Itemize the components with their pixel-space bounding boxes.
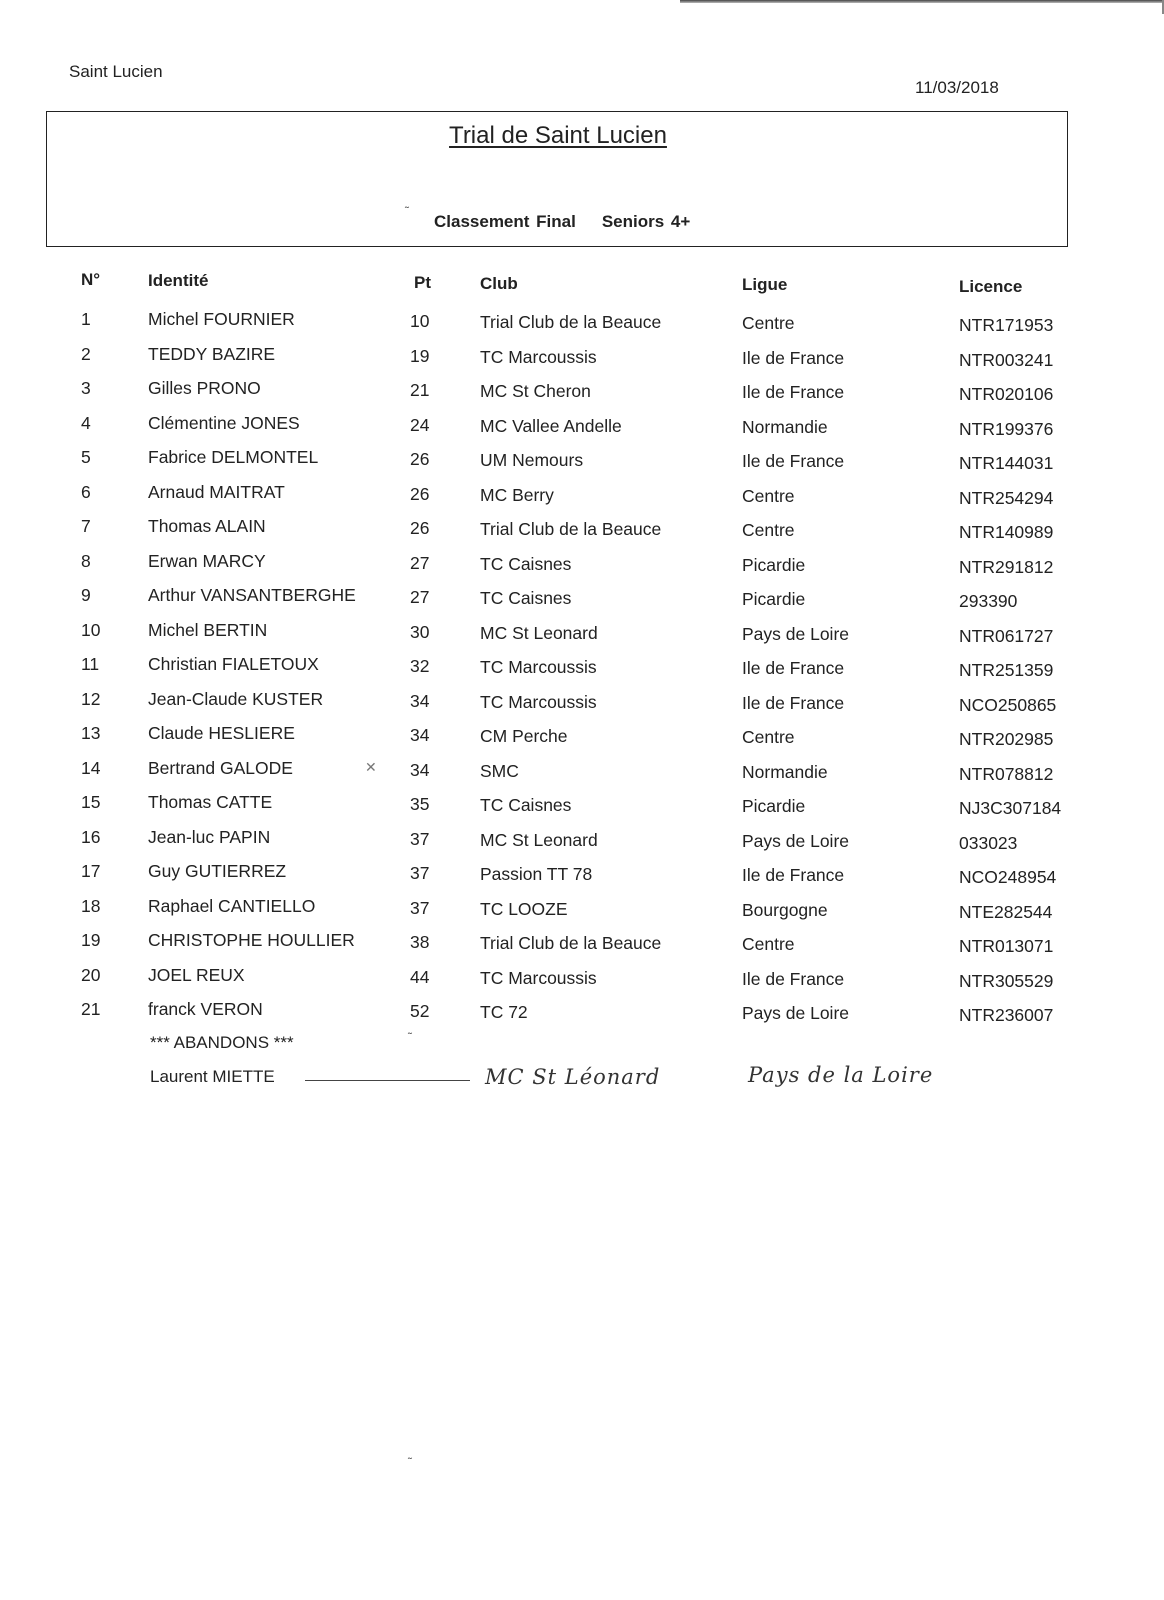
row-identity: Guy GUTIERREZ — [148, 861, 287, 881]
row-rank: 19 — [81, 930, 101, 950]
row-club: MC Vallee Andelle — [480, 415, 622, 436]
row-points: 34 — [410, 759, 430, 780]
row-ligue: Centre — [742, 313, 795, 333]
row-rank: 16 — [81, 826, 101, 847]
row-identity: JOEL REUX — [148, 964, 245, 985]
row-ligue: Ile de France — [742, 347, 845, 368]
row-club: TC Caisnes — [480, 553, 572, 574]
row-points: 37 — [410, 863, 430, 883]
row-licence: NTR254294 — [959, 487, 1054, 508]
row-licence: NTR003241 — [959, 349, 1054, 370]
row-licence: NTR020106 — [959, 384, 1054, 404]
row-licence: NTR061727 — [959, 625, 1054, 646]
row-points: 37 — [410, 897, 430, 918]
row-points: 37 — [410, 828, 430, 849]
row-identity: Michel FOURNIER — [148, 309, 295, 329]
row-ligue: Picardie — [742, 554, 806, 575]
row-identity: franck VERON — [148, 999, 263, 1019]
row-rank: 15 — [81, 792, 101, 812]
abandon-ligue-handwritten: Pays de la Loire — [748, 1063, 934, 1087]
row-ligue: Ile de France — [742, 451, 845, 471]
row-points: 34 — [410, 725, 430, 745]
abandons-label: *** ABANDONS *** — [150, 1033, 294, 1052]
row-points: 26 — [410, 449, 430, 469]
col-header-name: Identité — [148, 271, 209, 290]
venue-label: Saint Lucien — [69, 62, 163, 81]
row-ligue: Normandie — [742, 761, 828, 782]
row-identity: Bertrand GALODE — [148, 757, 293, 778]
row-rank: 7 — [81, 516, 91, 536]
row-identity: Gilles PRONO — [148, 378, 261, 398]
row-identity: TEDDY BAZIRE — [148, 343, 276, 364]
row-identity: Arthur VANSANTBERGHE — [148, 585, 356, 605]
row-points: 44 — [410, 966, 430, 987]
row-club: MC St Cheron — [480, 381, 591, 401]
col-header-club: Club — [480, 274, 518, 293]
row-club: Trial Club de la Beauce — [480, 519, 662, 539]
row-ligue: Ile de France — [742, 865, 845, 885]
row-licence: NJ3C307184 — [959, 798, 1062, 818]
row-ligue: Bourgogne — [742, 899, 828, 920]
row-licence: NTR078812 — [959, 763, 1054, 784]
row-licence: NTR144031 — [959, 453, 1054, 473]
row-club: TC Caisnes — [480, 588, 572, 608]
row-ligue: Ile de France — [742, 968, 845, 989]
row-identity: Arnaud MAITRAT — [148, 481, 285, 502]
row-rank: 2 — [81, 343, 91, 364]
pencil-mark-icon: ✕ — [365, 759, 377, 775]
col-header-ligue: Ligue — [742, 275, 788, 294]
category-label: Seniors 4+ — [601, 212, 691, 231]
row-identity: Michel BERTIN — [148, 619, 268, 640]
row-ligue: Centre — [742, 727, 795, 747]
row-rank: 11 — [81, 654, 100, 674]
row-points: 26 — [410, 483, 430, 504]
row-licence: NTR236007 — [959, 1005, 1054, 1025]
row-licence: NTR291812 — [959, 556, 1054, 577]
row-licence: NCO248954 — [959, 867, 1057, 887]
row-club: Passion TT 78 — [480, 864, 593, 884]
row-licence: NTR251359 — [959, 660, 1054, 680]
row-licence: NTR305529 — [959, 970, 1054, 991]
row-club: MC St Leonard — [480, 829, 598, 850]
row-points: 21 — [410, 380, 430, 400]
row-identity: Jean-Claude KUSTER — [148, 688, 324, 709]
row-ligue: Pays de Loire — [742, 1003, 850, 1023]
row-ligue: Ile de France — [742, 382, 845, 402]
row-licence: NTE282544 — [959, 901, 1053, 922]
row-rank: 17 — [81, 861, 101, 881]
row-club: TC Marcoussis — [480, 346, 597, 367]
row-club: TC Marcoussis — [480, 657, 597, 677]
row-points: 34 — [410, 690, 430, 711]
event-date: 11/03/2018 — [915, 78, 999, 97]
row-ligue: Centre — [742, 520, 795, 540]
abandon-name: Laurent MIETTE — [150, 1067, 275, 1086]
row-identity: Clémentine JONES — [148, 412, 300, 433]
row-identity: Christian FIALETOUX — [148, 654, 319, 674]
row-points: 27 — [410, 552, 430, 573]
row-rank: 21 — [81, 999, 101, 1019]
row-rank: 10 — [81, 619, 101, 640]
row-licence: NTR199376 — [959, 418, 1054, 439]
row-licence: 033023 — [959, 832, 1018, 853]
row-club: TC LOOZE — [480, 898, 568, 919]
event-title: Trial de Saint Lucien — [449, 122, 667, 149]
row-rank: 1 — [81, 309, 91, 329]
row-ligue: Centre — [742, 485, 795, 506]
row-rank: 5 — [81, 447, 91, 467]
row-points: 30 — [410, 621, 430, 642]
row-licence: NTR202985 — [959, 729, 1054, 749]
row-points: 35 — [410, 794, 430, 814]
scan-edge — [680, 0, 1164, 3]
scan-speck: ˜ — [405, 204, 409, 218]
row-ligue: Ile de France — [742, 658, 845, 678]
classement-heading — [434, 212, 690, 232]
row-club: SMC — [480, 760, 519, 781]
row-rank: 3 — [81, 378, 91, 398]
row-points: 10 — [410, 311, 430, 331]
row-points: 19 — [410, 345, 430, 366]
row-ligue: Normandie — [742, 416, 828, 437]
row-licence: NTR140989 — [959, 522, 1054, 542]
col-header-num: N° — [81, 270, 101, 289]
row-rank: 12 — [81, 688, 101, 709]
title-box — [46, 111, 1068, 247]
col-header-pt: Pt — [414, 273, 431, 292]
row-licence: NTR171953 — [959, 315, 1054, 335]
row-ligue: Centre — [742, 934, 795, 954]
row-licence: 293390 — [959, 591, 1018, 611]
row-club: TC Marcoussis — [480, 691, 597, 712]
row-rank: 18 — [81, 895, 101, 916]
handwritten-line — [305, 1080, 470, 1081]
row-club: Trial Club de la Beauce — [480, 312, 662, 332]
col-header-licence: Licence — [959, 277, 1023, 296]
row-ligue: Picardie — [742, 796, 806, 816]
row-rank: 4 — [81, 412, 91, 433]
row-rank: 8 — [81, 550, 91, 571]
scan-speck: ˜ — [408, 1455, 412, 1469]
row-points: 24 — [410, 414, 430, 435]
row-licence: NCO250865 — [959, 694, 1057, 715]
row-identity: Fabrice DELMONTEL — [148, 447, 319, 467]
row-identity: Claude HESLIERE — [148, 723, 295, 743]
row-club: MC Berry — [480, 484, 554, 505]
row-points: 32 — [410, 656, 430, 676]
row-identity: CHRISTOPHE HOULLIER — [148, 930, 355, 950]
row-club: MC St Leonard — [480, 622, 598, 643]
row-ligue: Pays de Loire — [742, 830, 850, 851]
row-identity: Erwan MARCY — [148, 550, 266, 571]
row-identity: Raphael CANTIELLO — [148, 895, 316, 916]
row-ligue: Ile de France — [742, 692, 845, 713]
abandon-club-handwritten: MC St Léonard — [485, 1065, 661, 1089]
row-club: Trial Club de la Beauce — [480, 933, 662, 953]
row-ligue: Picardie — [742, 589, 806, 609]
row-licence: NTR013071 — [959, 936, 1054, 956]
row-identity: Thomas ALAIN — [148, 516, 266, 536]
row-club: TC 72 — [480, 1002, 528, 1022]
row-ligue: Pays de Loire — [742, 623, 850, 644]
row-rank: 9 — [81, 585, 91, 605]
classement-label: Classement Final — [434, 212, 576, 231]
row-rank: 13 — [81, 723, 101, 743]
row-points: 38 — [410, 932, 430, 952]
row-points: 26 — [410, 518, 430, 538]
scan-speck: ˜ — [408, 1030, 412, 1044]
row-rank: 6 — [81, 481, 91, 502]
row-identity: Jean-luc PAPIN — [148, 826, 271, 847]
row-rank: 20 — [81, 964, 101, 985]
row-points: 52 — [410, 1001, 430, 1021]
row-points: 27 — [410, 587, 430, 607]
row-club: TC Marcoussis — [480, 967, 597, 988]
row-club: TC Caisnes — [480, 795, 572, 815]
row-rank: 14 — [81, 757, 101, 778]
row-club: CM Perche — [480, 726, 568, 746]
row-club: UM Nemours — [480, 450, 584, 470]
row-identity: Thomas CATTE — [148, 792, 273, 812]
